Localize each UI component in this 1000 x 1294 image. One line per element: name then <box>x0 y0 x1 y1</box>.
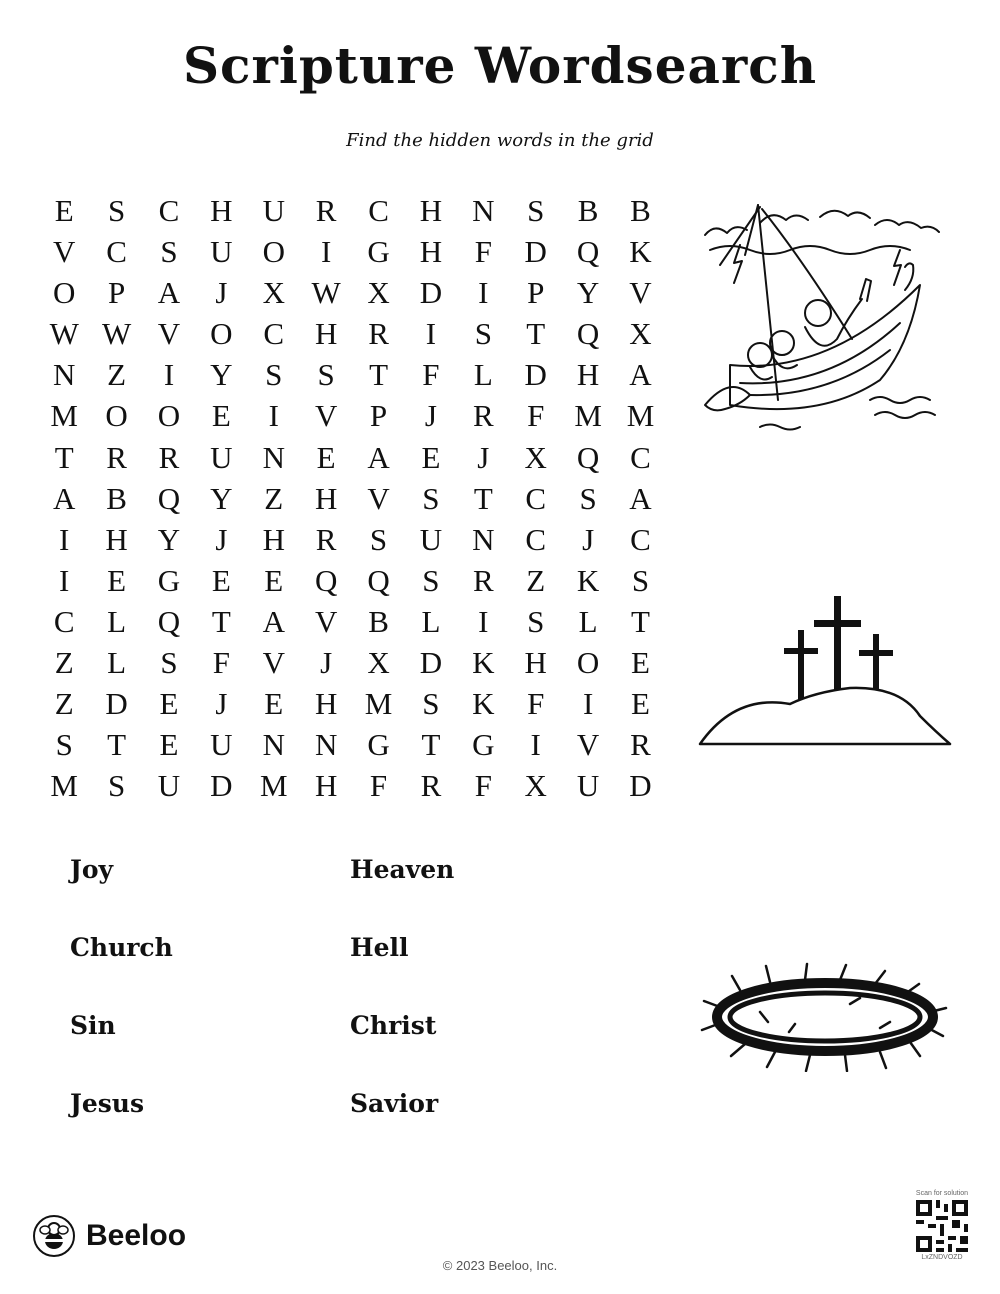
grid-letter: M <box>50 398 78 434</box>
grid-letter: K <box>472 645 495 681</box>
crown-of-thorns-illustration <box>700 962 950 1072</box>
grid-letter: J <box>215 521 228 557</box>
grid-letter: Y <box>157 521 181 557</box>
grid-letter: Z <box>264 480 284 516</box>
brand-logo <box>32 1214 186 1258</box>
grid-letter: Q <box>314 562 338 598</box>
word-list-item: Church <box>70 933 173 962</box>
word-list-item: Jesus <box>70 1089 145 1118</box>
page-subtitle: Find the hidden words in the grid <box>346 130 654 151</box>
grid-letter: H <box>105 521 128 557</box>
grid-letter: L <box>107 645 127 681</box>
grid-letter: S <box>422 686 440 722</box>
grid-letter: H <box>314 686 338 722</box>
grid-letter: T <box>473 480 493 516</box>
grid-letter: Y <box>576 275 600 311</box>
grid-letter: E <box>631 686 650 722</box>
grid-letter: N <box>472 521 495 557</box>
grid-letter: N <box>314 727 338 763</box>
word-list <box>70 850 630 1162</box>
grid-letter: E <box>159 686 179 722</box>
grid-letter: O <box>210 316 233 352</box>
grid-letter: C <box>525 521 547 557</box>
grid-letter: E <box>421 439 441 475</box>
grid-letter: T <box>526 316 546 352</box>
grid-letter: D <box>524 357 547 393</box>
grid-letter: C <box>53 603 75 639</box>
grid-letter: H <box>576 357 600 393</box>
grid-letter: R <box>315 193 337 228</box>
grid-letter: Z <box>526 562 546 598</box>
grid-letter: M <box>574 398 602 434</box>
grid-letter: C <box>630 521 651 557</box>
grid-letter: J <box>424 398 437 434</box>
grid-letter: M <box>259 768 288 804</box>
grid-letter: V <box>314 603 338 639</box>
grid-letter: O <box>576 645 600 681</box>
grid-letter: E <box>631 645 650 681</box>
grid-letter: J <box>215 275 228 311</box>
grid-letter: C <box>525 480 547 516</box>
grid-letter: U <box>210 439 233 475</box>
grid-letter: D <box>524 234 547 270</box>
grid-letter: I <box>582 686 594 722</box>
word-list-item: Christ <box>350 1011 437 1040</box>
grid-letter: N <box>262 439 285 475</box>
grid-letter: E <box>264 562 284 598</box>
grid-letter: H <box>314 316 338 352</box>
grid-letter: V <box>367 480 390 516</box>
grid-letter: E <box>107 562 127 598</box>
copyright-text: © 2023 Beeloo, Inc. <box>442 1258 558 1273</box>
grid-letter: X <box>629 316 652 352</box>
grid-letter: D <box>210 768 233 804</box>
grid-letter: S <box>107 768 126 804</box>
grid-letter: F <box>369 768 388 804</box>
grid-letter: A <box>262 603 285 639</box>
grid-letter: T <box>369 357 388 393</box>
grid-letter: K <box>576 562 600 598</box>
grid-letter: H <box>524 645 547 681</box>
grid-letter: V <box>629 275 652 311</box>
grid-letter: K <box>472 686 495 722</box>
grid-letter: D <box>105 686 128 722</box>
grid-letter: C <box>630 439 651 475</box>
grid-letter: Y <box>210 357 233 393</box>
boat-in-storm-illustration <box>700 195 950 435</box>
grid-letter: V <box>314 398 338 434</box>
grid-letter: S <box>107 193 126 228</box>
grid-letter: X <box>524 768 547 804</box>
grid-letter: W <box>101 316 132 352</box>
grid-letter: Z <box>54 645 74 681</box>
grid-letter: S <box>160 645 178 681</box>
grid-letter: J <box>320 645 333 681</box>
grid-letter: B <box>630 193 651 228</box>
grid-letter: Q <box>157 480 181 516</box>
qr-caption: Scan for solution <box>915 1190 969 1197</box>
grid-letter: Q <box>367 562 390 598</box>
grid-letter: R <box>472 562 494 598</box>
grid-letter: A <box>157 275 181 311</box>
qr-code-icon[interactable] <box>916 1200 968 1252</box>
three-crosses-on-hill-illustration <box>698 590 953 750</box>
grid-letter: G <box>367 727 390 763</box>
qr-block <box>910 1190 974 1261</box>
grid-letter: H <box>419 193 443 228</box>
grid-letter: F <box>212 645 230 681</box>
grid-letter: N <box>53 357 76 393</box>
grid-letter: S <box>527 193 545 228</box>
grid-letter: V <box>53 234 76 270</box>
grid-letter: S <box>631 562 650 598</box>
grid-letter: U <box>576 768 600 804</box>
grid-letter: N <box>262 727 285 763</box>
grid-letter: F <box>527 686 545 722</box>
grid-letter: C <box>158 193 180 228</box>
grid-letter: A <box>53 480 76 516</box>
grid-letter: L <box>107 603 127 639</box>
grid-letter: F <box>474 768 492 804</box>
grid-letter: L <box>421 603 441 639</box>
grid-letter: J <box>582 521 595 557</box>
qr-code-label: LxZNDVOZD <box>921 1254 963 1261</box>
grid-letter: I <box>425 316 437 352</box>
grid-letter: O <box>157 398 181 434</box>
grid-letter: E <box>54 193 74 228</box>
grid-letter: S <box>579 480 597 516</box>
grid-letter: H <box>210 193 233 228</box>
grid-letter: H <box>262 521 285 557</box>
grid-letter: E <box>264 686 284 722</box>
word-list-item: Savior <box>350 1089 439 1118</box>
grid-letter: O <box>262 234 285 270</box>
grid-letter: R <box>158 439 180 475</box>
grid-letter: Q <box>576 316 600 352</box>
grid-letter: M <box>50 768 78 804</box>
grid-letter: S <box>55 727 73 763</box>
grid-letter: E <box>211 398 231 434</box>
grid-letter: I <box>320 234 332 270</box>
grid-letter: R <box>420 768 442 804</box>
grid-letter: D <box>629 768 652 804</box>
grid-letter: O <box>53 275 76 311</box>
grid-letter: X <box>524 439 547 475</box>
grid-letter: A <box>367 439 390 475</box>
letter-grid <box>38 190 667 806</box>
grid-letter: T <box>107 727 127 763</box>
grid-letter: K <box>629 234 652 270</box>
word-list-item: Heaven <box>350 855 455 884</box>
grid-letter: E <box>211 562 231 598</box>
grid-letter: T <box>54 439 74 475</box>
grid-letter: U <box>210 727 233 763</box>
grid-letter: T <box>211 603 231 639</box>
grid-letter: O <box>105 398 128 434</box>
grid-letter: H <box>314 480 338 516</box>
grid-letter: S <box>160 234 178 270</box>
grid-letter: J <box>477 439 490 475</box>
grid-letter: W <box>49 316 79 352</box>
grid-letter: R <box>472 398 494 434</box>
grid-letter: S <box>369 521 388 557</box>
grid-letter: S <box>474 316 492 352</box>
grid-letter: I <box>530 727 541 763</box>
grid-letter: U <box>262 193 285 228</box>
grid-letter: T <box>421 727 441 763</box>
grid-letter: C <box>263 316 285 352</box>
grid-letter: B <box>577 193 599 228</box>
grid-letter: S <box>422 562 440 598</box>
grid-letter: X <box>262 275 285 311</box>
grid-letter: U <box>419 521 443 557</box>
word-list-item: Hell <box>350 933 409 962</box>
grid-letter: X <box>367 645 390 681</box>
grid-letter: L <box>473 357 493 393</box>
grid-letter: Q <box>576 234 600 270</box>
grid-letter: P <box>369 398 388 434</box>
grid-letter: S <box>317 357 335 393</box>
grid-letter: F <box>474 234 492 270</box>
grid-letter: L <box>578 603 598 639</box>
grid-letter: Q <box>576 439 600 475</box>
grid-letter: A <box>629 357 652 393</box>
grid-letter: I <box>59 562 70 598</box>
grid-letter: J <box>215 686 228 722</box>
grid-letter: R <box>106 439 127 475</box>
grid-letter: I <box>478 275 489 311</box>
word-list-item: Sin <box>70 1011 116 1040</box>
grid-letter: V <box>262 645 285 681</box>
grid-letter: V <box>157 316 181 352</box>
grid-letter: S <box>422 480 440 516</box>
grid-letter: F <box>422 357 440 393</box>
grid-letter: T <box>631 603 650 639</box>
grid-letter: I <box>163 357 175 393</box>
grid-letter: W <box>311 275 341 311</box>
bee-icon <box>32 1214 76 1258</box>
grid-letter: E <box>159 727 179 763</box>
grid-letter: I <box>268 398 279 434</box>
grid-letter: F <box>527 398 545 434</box>
grid-letter: A <box>629 480 652 516</box>
page-title: Scripture Wordsearch <box>182 36 818 95</box>
grid-letter: S <box>527 603 545 639</box>
grid-letter: P <box>527 275 545 311</box>
word-list-item: Joy <box>70 855 114 884</box>
grid-letter: B <box>368 603 389 639</box>
grid-letter: S <box>265 357 283 393</box>
grid-letter: R <box>368 316 389 352</box>
grid-letter: E <box>316 439 336 475</box>
grid-letter: H <box>419 234 443 270</box>
brand-name: Beeloo <box>86 1219 187 1252</box>
grid-letter: N <box>472 193 495 228</box>
grid-letter: D <box>419 645 443 681</box>
grid-letter: R <box>315 521 337 557</box>
grid-letter: I <box>478 603 489 639</box>
grid-letter: M <box>364 686 393 722</box>
grid-letter: R <box>630 727 651 763</box>
grid-letter: X <box>367 275 390 311</box>
grid-letter: B <box>106 480 127 516</box>
grid-letter: U <box>210 234 233 270</box>
grid-letter: Q <box>157 603 181 639</box>
grid-letter: G <box>472 727 495 763</box>
grid-letter: I <box>59 521 70 557</box>
grid-letter: M <box>626 398 655 434</box>
grid-letter: C <box>368 193 389 228</box>
grid-letter: G <box>367 234 390 270</box>
grid-letter: H <box>314 768 338 804</box>
grid-letter: Z <box>54 686 74 722</box>
grid-letter: Y <box>210 480 233 516</box>
grid-letter: Z <box>107 357 127 393</box>
grid-letter: D <box>419 275 443 311</box>
grid-letter: C <box>106 234 127 270</box>
grid-letter: G <box>157 562 181 598</box>
grid-letter: U <box>157 768 181 804</box>
grid-letter: V <box>576 727 600 763</box>
grid-letter: P <box>107 275 126 311</box>
